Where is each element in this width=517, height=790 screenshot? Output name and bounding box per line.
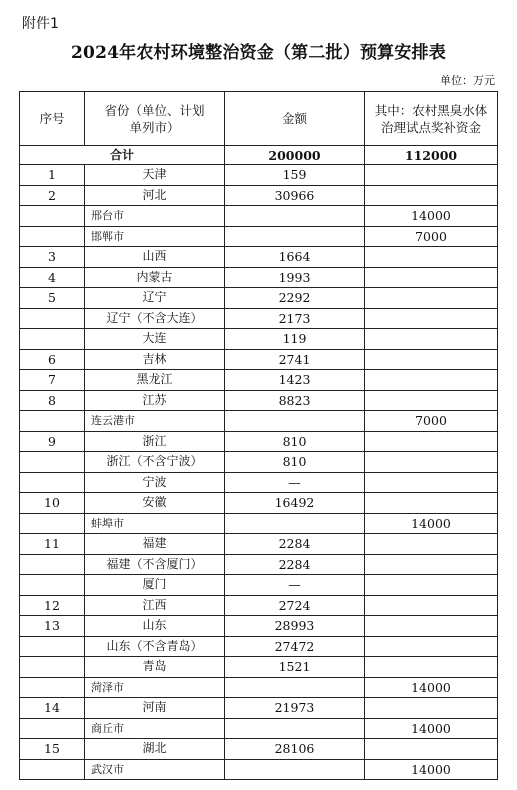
row-amount bbox=[225, 677, 365, 698]
row-subsidy: 7000 bbox=[365, 411, 498, 432]
row-seq: 2 bbox=[20, 185, 85, 206]
row-name: 山东 bbox=[85, 616, 225, 637]
row-seq bbox=[20, 329, 85, 350]
row-amount: 16492 bbox=[225, 493, 365, 514]
header-amount: 金额 bbox=[225, 92, 365, 146]
row-subsidy: 14000 bbox=[365, 513, 498, 534]
row-amount: 119 bbox=[225, 329, 365, 350]
table-header-row bbox=[20, 92, 498, 146]
row-name: 厦门 bbox=[85, 575, 225, 596]
total-label: 合计 bbox=[20, 146, 225, 165]
budget-table bbox=[19, 91, 498, 780]
row-amount: 2292 bbox=[225, 288, 365, 309]
row-name: 山西 bbox=[85, 247, 225, 268]
row-subsidy bbox=[365, 370, 498, 391]
table-row bbox=[20, 452, 498, 473]
table-row bbox=[20, 267, 498, 288]
table-row bbox=[20, 288, 498, 309]
row-seq bbox=[20, 411, 85, 432]
row-name: 辽宁（不含大连） bbox=[85, 308, 225, 329]
row-amount: 1423 bbox=[225, 370, 365, 391]
row-seq bbox=[20, 554, 85, 575]
row-name: 黑龙江 bbox=[85, 370, 225, 391]
table-row bbox=[20, 431, 498, 452]
table-row bbox=[20, 636, 498, 657]
row-seq bbox=[20, 513, 85, 534]
row-subsidy bbox=[365, 349, 498, 370]
row-name: 江苏 bbox=[85, 390, 225, 411]
row-name: 河南 bbox=[85, 698, 225, 719]
total-row bbox=[20, 146, 498, 165]
row-amount: 27472 bbox=[225, 636, 365, 657]
row-amount: 2173 bbox=[225, 308, 365, 329]
row-subsidy bbox=[365, 288, 498, 309]
row-amount: 159 bbox=[225, 165, 365, 186]
row-amount bbox=[225, 718, 365, 739]
table-row bbox=[20, 759, 498, 780]
table-row bbox=[20, 513, 498, 534]
row-subsidy bbox=[365, 616, 498, 637]
row-seq bbox=[20, 657, 85, 678]
header-subsidy: 其中：农村黑臭水体治理试点奖补资金 bbox=[365, 92, 498, 146]
row-name: 连云港市 bbox=[85, 411, 225, 432]
row-amount bbox=[225, 759, 365, 780]
table-row bbox=[20, 472, 498, 493]
row-name: 宁波 bbox=[85, 472, 225, 493]
row-subsidy: 7000 bbox=[365, 226, 498, 247]
row-subsidy bbox=[365, 698, 498, 719]
row-name: 邯郸市 bbox=[85, 226, 225, 247]
row-amount: 1993 bbox=[225, 267, 365, 288]
row-amount: 2741 bbox=[225, 349, 365, 370]
row-name: 邢台市 bbox=[85, 206, 225, 227]
row-amount: 2284 bbox=[225, 554, 365, 575]
table-row bbox=[20, 411, 498, 432]
row-name: 浙江（不含宁波） bbox=[85, 452, 225, 473]
table-row bbox=[20, 390, 498, 411]
table-row bbox=[20, 657, 498, 678]
header-province: 省份（单位、计划单列市） bbox=[85, 92, 225, 146]
table-row bbox=[20, 677, 498, 698]
row-amount bbox=[225, 206, 365, 227]
row-seq: 13 bbox=[20, 616, 85, 637]
annex-label: 附件1 bbox=[22, 16, 59, 32]
table-row bbox=[20, 493, 498, 514]
table-row bbox=[20, 739, 498, 760]
row-name: 浙江 bbox=[85, 431, 225, 452]
row-subsidy: 14000 bbox=[365, 677, 498, 698]
table-row bbox=[20, 534, 498, 555]
row-subsidy bbox=[365, 165, 498, 186]
row-subsidy: 14000 bbox=[365, 718, 498, 739]
row-seq: 12 bbox=[20, 595, 85, 616]
table-row bbox=[20, 329, 498, 350]
row-name: 安徽 bbox=[85, 493, 225, 514]
row-subsidy bbox=[365, 493, 498, 514]
row-name: 内蒙古 bbox=[85, 267, 225, 288]
table-row bbox=[20, 247, 498, 268]
row-name: 武汉市 bbox=[85, 759, 225, 780]
row-amount: 2284 bbox=[225, 534, 365, 555]
row-subsidy bbox=[365, 390, 498, 411]
total-amount: 200000 bbox=[225, 146, 365, 165]
row-subsidy bbox=[365, 554, 498, 575]
table-row bbox=[20, 595, 498, 616]
table-row bbox=[20, 349, 498, 370]
total-subsidy: 112000 bbox=[365, 146, 498, 165]
row-seq bbox=[20, 759, 85, 780]
header-seq: 序号 bbox=[20, 92, 85, 146]
row-seq bbox=[20, 472, 85, 493]
row-subsidy: 14000 bbox=[365, 759, 498, 780]
table-row bbox=[20, 616, 498, 637]
row-subsidy bbox=[365, 452, 498, 473]
row-name: 蚌埠市 bbox=[85, 513, 225, 534]
row-seq: 6 bbox=[20, 349, 85, 370]
table-row bbox=[20, 554, 498, 575]
row-amount bbox=[225, 411, 365, 432]
row-subsidy bbox=[365, 472, 498, 493]
row-seq: 8 bbox=[20, 390, 85, 411]
row-name: 菏泽市 bbox=[85, 677, 225, 698]
row-subsidy bbox=[365, 739, 498, 760]
row-amount: 21973 bbox=[225, 698, 365, 719]
row-subsidy bbox=[365, 534, 498, 555]
row-seq bbox=[20, 677, 85, 698]
row-seq: 15 bbox=[20, 739, 85, 760]
row-seq bbox=[20, 452, 85, 473]
row-amount: 2724 bbox=[225, 595, 365, 616]
row-seq bbox=[20, 206, 85, 227]
row-amount: 1521 bbox=[225, 657, 365, 678]
row-name: 商丘市 bbox=[85, 718, 225, 739]
row-subsidy bbox=[365, 657, 498, 678]
row-name: 大连 bbox=[85, 329, 225, 350]
row-amount: 810 bbox=[225, 452, 365, 473]
table-row bbox=[20, 575, 498, 596]
row-seq bbox=[20, 308, 85, 329]
row-amount bbox=[225, 513, 365, 534]
row-seq: 4 bbox=[20, 267, 85, 288]
unit-label: 单位：万元 bbox=[440, 74, 495, 87]
row-subsidy bbox=[365, 329, 498, 350]
row-seq bbox=[20, 575, 85, 596]
row-amount bbox=[225, 226, 365, 247]
row-name: 吉林 bbox=[85, 349, 225, 370]
table-row bbox=[20, 165, 498, 186]
row-seq: 1 bbox=[20, 165, 85, 186]
row-name: 辽宁 bbox=[85, 288, 225, 309]
row-name: 天津 bbox=[85, 165, 225, 186]
row-subsidy bbox=[365, 595, 498, 616]
row-subsidy bbox=[365, 575, 498, 596]
row-amount: 810 bbox=[225, 431, 365, 452]
row-seq bbox=[20, 226, 85, 247]
row-amount: 1664 bbox=[225, 247, 365, 268]
table-row bbox=[20, 718, 498, 739]
row-amount: 30966 bbox=[225, 185, 365, 206]
row-amount: 8823 bbox=[225, 390, 365, 411]
row-subsidy: 14000 bbox=[365, 206, 498, 227]
row-name: 青岛 bbox=[85, 657, 225, 678]
row-subsidy bbox=[365, 247, 498, 268]
row-seq: 7 bbox=[20, 370, 85, 391]
row-subsidy bbox=[365, 308, 498, 329]
row-seq: 9 bbox=[20, 431, 85, 452]
row-subsidy bbox=[365, 267, 498, 288]
row-seq: 11 bbox=[20, 534, 85, 555]
row-name: 山东（不含青岛） bbox=[85, 636, 225, 657]
row-subsidy bbox=[365, 431, 498, 452]
row-seq: 14 bbox=[20, 698, 85, 719]
row-seq bbox=[20, 636, 85, 657]
table-row bbox=[20, 185, 498, 206]
row-amount: — bbox=[225, 575, 365, 596]
row-seq: 5 bbox=[20, 288, 85, 309]
table-row bbox=[20, 370, 498, 391]
row-seq: 3 bbox=[20, 247, 85, 268]
row-amount: — bbox=[225, 472, 365, 493]
row-name: 江西 bbox=[85, 595, 225, 616]
table-row bbox=[20, 226, 498, 247]
row-seq: 10 bbox=[20, 493, 85, 514]
row-name: 湖北 bbox=[85, 739, 225, 760]
row-amount: 28993 bbox=[225, 616, 365, 637]
row-name: 福建（不含厦门） bbox=[85, 554, 225, 575]
table-row bbox=[20, 206, 498, 227]
row-subsidy bbox=[365, 185, 498, 206]
page-title: 2024年农村环境整治资金（第二批）预算安排表 bbox=[71, 43, 446, 63]
table-row bbox=[20, 698, 498, 719]
row-name: 福建 bbox=[85, 534, 225, 555]
row-name: 河北 bbox=[85, 185, 225, 206]
row-subsidy bbox=[365, 636, 498, 657]
row-amount: 28106 bbox=[225, 739, 365, 760]
row-seq bbox=[20, 718, 85, 739]
table-row bbox=[20, 308, 498, 329]
